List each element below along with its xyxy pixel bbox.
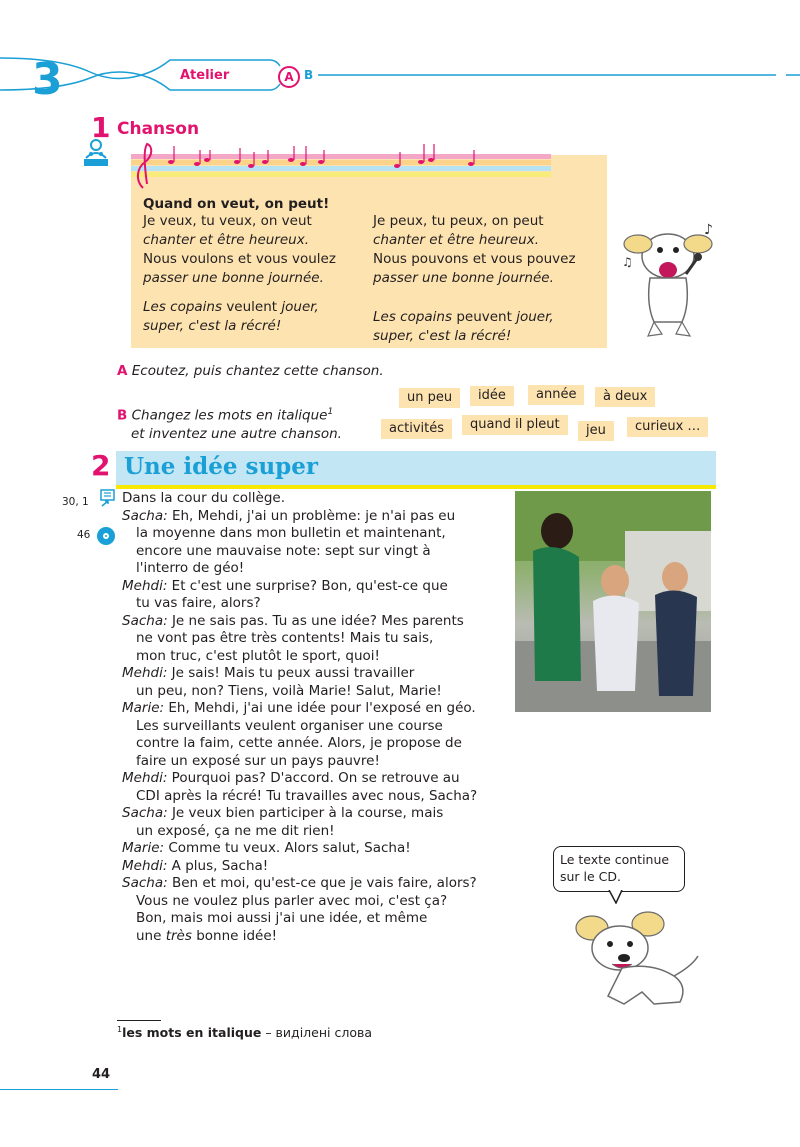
verse-line: Je peux, tu peux, on peut [373, 213, 544, 229]
word-chip: quand il pleut [462, 415, 568, 435]
dialogue-line: Sacha: Je veux bien participer à la course, mais [122, 805, 444, 821]
singing-dog-illustration [620, 204, 720, 342]
speech-bubble: Le texte continue sur le CD. [553, 846, 685, 892]
dialogue-line: Bon, mais moi aussi j'ai une idée, et même [136, 910, 428, 926]
dialogue-line: Sacha: Ben et moi, qu'est-ce que je vais faire, alors? [122, 875, 477, 891]
dialogue-line: contre la faim, cette année. Alors, je propose de [136, 735, 462, 751]
step-b-marker: B [304, 68, 314, 82]
dialogue-line: l'interro de géo! [136, 560, 245, 576]
dialogue-line: Vous ne voulez plus parler avec moi, c'est ça? [136, 892, 448, 909]
word-chip: curieux … [627, 417, 708, 437]
dialogue-line: Les surveillants veulent organiser une course [136, 717, 443, 734]
cd-track-number: 46 [77, 529, 91, 541]
word-chip: un peu [399, 388, 460, 408]
audio-track-number: 30, 1 [62, 496, 89, 508]
word-chip: idée [470, 386, 514, 406]
verse-line: passer une bonne journée. [373, 270, 554, 286]
page-number: 44 [92, 1067, 111, 1082]
exercise-2-number: 2 [91, 449, 111, 482]
word-chip: jeu [578, 421, 614, 441]
verse-line: Les copains peuvent jouer, [373, 309, 554, 325]
dialogue-line: Mehdi: Et c'est une surprise? Bon, qu'est-ce que [122, 577, 448, 594]
svg-text:♫: ♫ [622, 255, 633, 269]
footnote: $^1$les mots en italique – виділені слова [117, 1025, 372, 1041]
verse-line: super, c'est la récré! [143, 318, 282, 334]
exercise-2-title: Une idée super [124, 453, 319, 480]
exercise-1-number: 1 [91, 111, 111, 144]
dialogue-line: tu vas faire, alors? [136, 595, 261, 611]
dialogue-line: une très bonne idée! [136, 927, 278, 944]
verse-line: chanter et être heureux. [373, 232, 539, 248]
dialogue-line: la moyenne dans mon bulletin et maintenant, [136, 525, 446, 541]
dog-mascot-illustration [562, 906, 702, 1012]
word-chip: à deux [595, 387, 655, 407]
music-staff [131, 140, 551, 192]
page-footer-rule [0, 1089, 118, 1090]
dialogue-line: Sacha: Je ne sais pas. Tu as une idée? Mes parents [122, 612, 464, 629]
audio-track-icon [99, 489, 117, 507]
dialogue-line: Sacha: Eh, Mehdi, j'ai un problème: je n'ai pas eu [122, 507, 456, 524]
dialogue-line: un peu, non? Tiens, voilà Marie! Salut, Marie! [136, 682, 442, 699]
chapter-number: 3 [32, 54, 63, 105]
students-photo [515, 491, 711, 712]
verse-line: Nous pouvons et vous pouvez [373, 251, 576, 267]
word-chip: activités [381, 419, 452, 439]
dialogue-line: ne vont pas être très contents! Mais tu sais, [136, 630, 434, 646]
footnote-rule [117, 1020, 161, 1021]
dialogue-line: Marie: Comme tu veux. Alors salut, Sacha! [122, 840, 411, 856]
dialogue-intro: Dans la cour du collège. [122, 490, 286, 506]
dialogue-line: Marie: Eh, Mehdi, j'ai une idée pour l'exposé en géo. [122, 700, 476, 716]
step-a-marker: A [278, 66, 300, 88]
song-title: Quand on veut, on peut! [143, 196, 330, 212]
group-work-icon [82, 138, 110, 170]
dialogue-line: Mehdi: Je sais! Mais tu peux aussi travailler [122, 665, 415, 681]
dialogue-line: encore une mauvaise note: sept sur vingt à [136, 542, 431, 559]
verse-line: Les copains veulent jouer, [143, 299, 319, 315]
section-label: Atelier [180, 68, 230, 83]
cd-icon [96, 526, 116, 546]
verse-line: super, c'est la récré! [373, 328, 512, 344]
dialogue [122, 490, 477, 945]
dialogue-line: CDI après la récré! Tu travailles avec nous, Sacha? [136, 787, 478, 804]
verse-line: passer une bonne journée. [143, 270, 324, 286]
verse-line: chanter et être heureux. [143, 232, 309, 248]
word-chip: année [528, 385, 584, 405]
exercise-1-title: Chanson [117, 119, 200, 139]
instruction-a: A Ecoutez, puis chantez cette chanson. [117, 363, 384, 379]
svg-text:♪: ♪ [704, 222, 713, 238]
dialogue-line: Mehdi: A plus, Sacha! [122, 857, 269, 874]
dialogue-line: Mehdi: Pourquoi pas? D'accord. On se retrouve au [122, 770, 460, 786]
dialogue-line: mon truc, c'est plutôt le sport, quoi! [136, 647, 380, 664]
dialogue-line: faire un exposé sur un pays pauvre! [136, 752, 380, 769]
instruction-b: B Changez les mots en italique$^1$ et inventez une autre chanson. [117, 407, 342, 442]
bubble-tail [608, 890, 624, 904]
verse-line: Nous voulons et vous voulez [143, 251, 336, 267]
verse-line: Je veux, tu veux, on veut [143, 213, 312, 229]
dialogue-line: un exposé, ça ne me dit rien! [136, 822, 335, 839]
header-band [0, 40, 800, 110]
song-verse-right [373, 212, 576, 346]
song-verse-left [143, 212, 336, 336]
